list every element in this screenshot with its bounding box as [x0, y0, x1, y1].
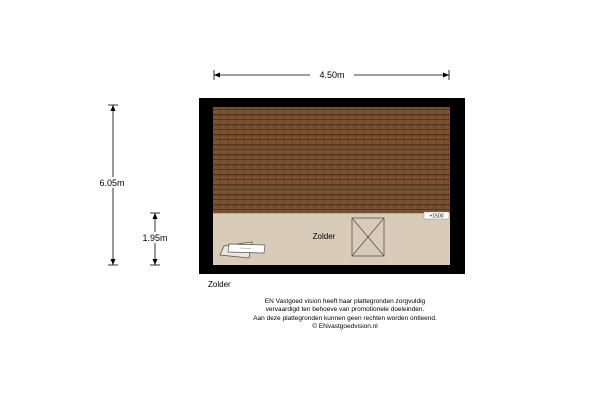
- disclaimer-line-3: Aan deze plattegronden kunnen geen rechten worden ontleend.: [253, 314, 437, 322]
- width-dimension: [214, 69, 449, 80]
- disclaimer-line-2: vervaardigd ten behoeve van promotionele doeleinden.: [265, 306, 425, 314]
- room-label: Zolder: [312, 232, 336, 241]
- disclaimer-line-4: © ENvastgoedvision.nl: [312, 323, 378, 331]
- ceiling-height-tag: [424, 212, 449, 220]
- floor-title: Zolder: [208, 280, 231, 289]
- roof-area: [213, 107, 450, 213]
- disclaimer-line-1: EN Vastgoed vision heeft haar plattegronden zorgvuldig: [264, 298, 426, 305]
- depth-dimension: [92, 105, 132, 265]
- sub-depth-dimension-label: 1.95m: [142, 233, 168, 243]
- depth-dimension-label: 6.05m: [99, 178, 125, 188]
- ceiling-height-label: +1500: [429, 213, 444, 220]
- disclaimer: [190, 298, 500, 332]
- sub-depth-dimension: [134, 213, 174, 265]
- width-dimension-label: 4.50m: [319, 70, 345, 80]
